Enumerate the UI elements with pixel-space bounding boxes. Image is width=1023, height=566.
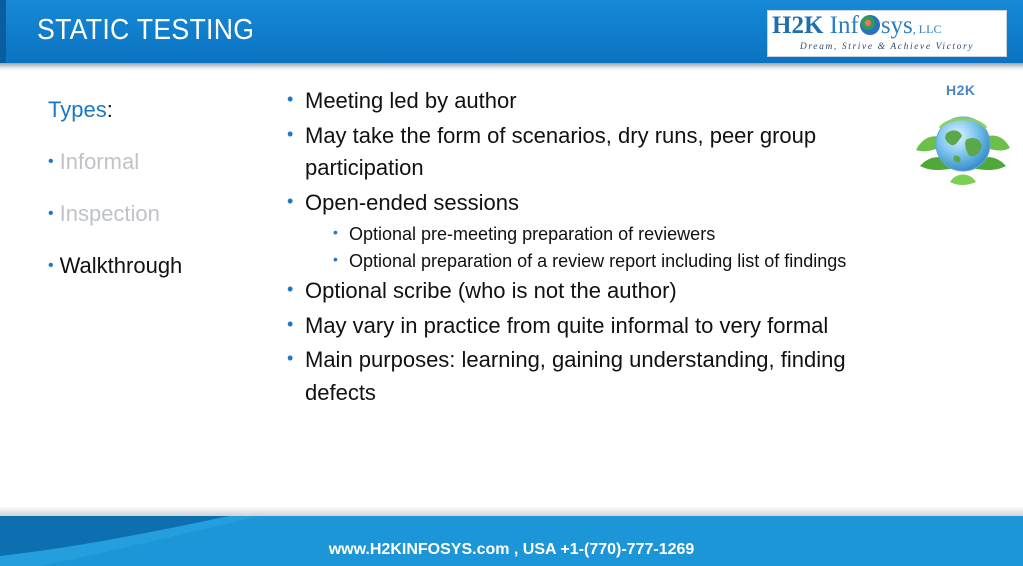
logo-tagline: Dream, Strive & Achieve Victory xyxy=(799,42,975,52)
content-sub-bullet-text: Optional pre-meeting preparation of reviewers xyxy=(349,224,716,244)
type-item-inspection xyxy=(48,201,160,227)
title-bar-accent xyxy=(0,0,6,63)
bullet-icon: • xyxy=(287,190,294,211)
bullet-icon: • xyxy=(48,257,54,274)
content-sub-bullet xyxy=(333,248,909,275)
slide-title: STATIC TESTING xyxy=(37,14,255,46)
logo-globe-icon xyxy=(860,15,880,35)
content-bullet xyxy=(287,310,907,343)
title-bar xyxy=(0,0,1023,63)
content-bullet xyxy=(287,187,907,220)
type-item-label: Walkthrough xyxy=(59,253,183,278)
bullet-icon: • xyxy=(287,123,294,144)
globe-badge-label: H2K xyxy=(946,82,976,98)
bullet-icon: • xyxy=(48,205,54,222)
content-bullet-text: Optional scribe (who is not the author) xyxy=(305,278,677,303)
content-bullet xyxy=(287,120,907,185)
logo-wordmark: H2K Inf sys, LLC xyxy=(772,12,942,39)
content-bullet-text: May vary in practice from quite informal to very formal xyxy=(305,312,829,338)
bullet-icon: • xyxy=(287,89,294,109)
type-item-walkthrough xyxy=(48,253,182,279)
bullet-icon: • xyxy=(287,313,294,334)
bullet-icon: • xyxy=(48,153,54,170)
company-logo xyxy=(767,10,1007,57)
content-bullet-text: Main purposes: learning, gaining understanding, finding defects xyxy=(305,347,846,405)
globe-with-leaves-icon xyxy=(910,82,1016,190)
content-bullet xyxy=(287,344,907,409)
title-bar-shadow xyxy=(0,63,1023,71)
types-heading: Types: xyxy=(48,97,113,122)
bullet-icon: • xyxy=(287,348,294,368)
content-bullet-text: Meeting led by author xyxy=(305,88,517,113)
content-bullet-list xyxy=(287,85,907,411)
content-bullet-text: May take the form of scenarios, dry runs, peer group participation xyxy=(305,122,817,180)
footer-contact: www.H2KINFOSYS.com , USA +1-(770)-777-1269 xyxy=(328,541,695,558)
content-bullet-text: Open-ended sessions xyxy=(305,189,520,215)
type-item-informal xyxy=(48,149,139,175)
type-item-label: Inspection xyxy=(59,201,160,226)
content-sub-bullet xyxy=(333,221,909,248)
bullet-icon: • xyxy=(333,251,338,267)
type-item-label: Informal xyxy=(59,149,140,174)
h2k-globe-badge xyxy=(910,82,1016,190)
bullet-icon: • xyxy=(333,224,338,240)
content-sub-bullet-text: Optional preparation of a review report including list of findings xyxy=(349,251,847,271)
bullet-icon: • xyxy=(287,279,294,299)
content-bullet xyxy=(287,275,907,308)
content-bullet xyxy=(287,85,907,118)
